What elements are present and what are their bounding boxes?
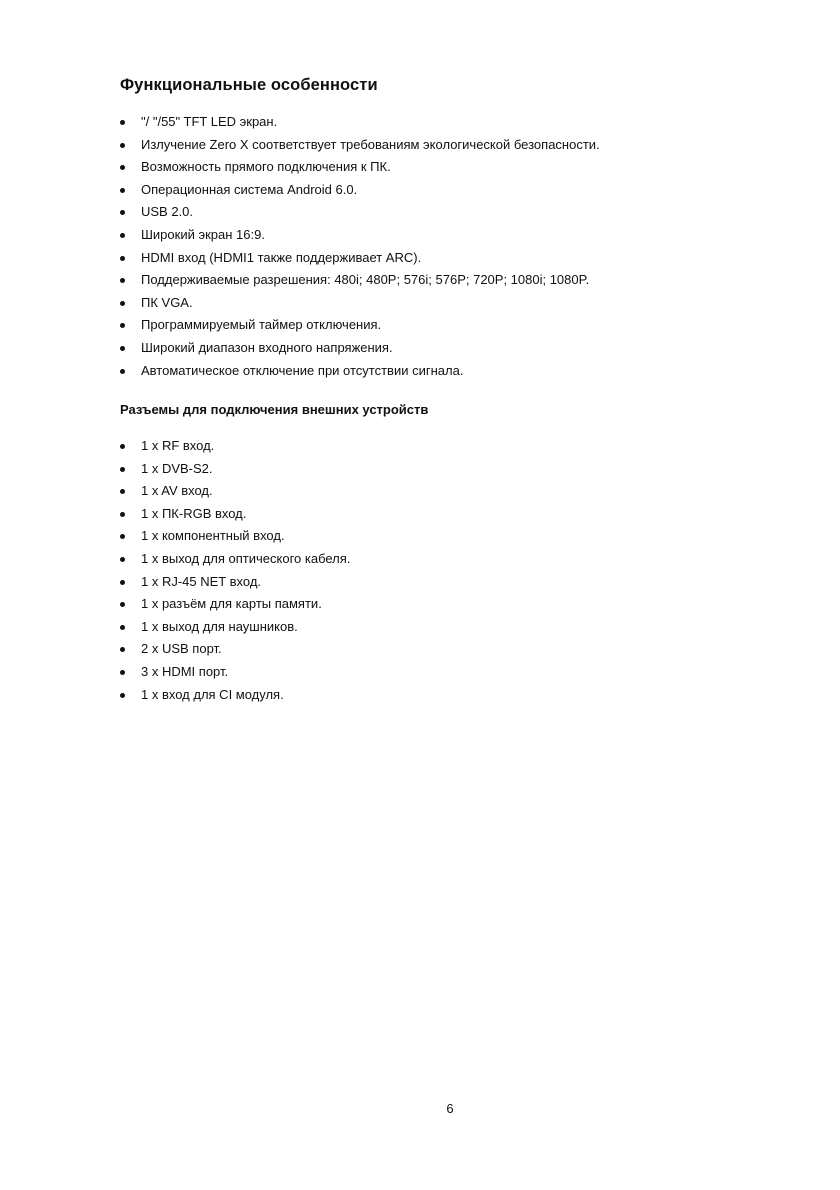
feature-item xyxy=(120,179,600,202)
connector-text: 1 x ПК-RGB вход. xyxy=(141,505,247,521)
bullet-icon xyxy=(120,512,125,517)
bullet-icon xyxy=(120,323,125,328)
feature-text: Автоматическое отключение при отсутствии сигнала. xyxy=(141,362,464,378)
bullet-icon xyxy=(120,120,125,125)
connector-item xyxy=(120,661,350,684)
connector-text: 1 x вход для CI модуля. xyxy=(141,686,284,702)
feature-text: USB 2.0. xyxy=(141,204,194,220)
connector-item xyxy=(120,638,350,661)
connector-text: 3 x HDMI порт. xyxy=(141,663,229,679)
bullet-icon xyxy=(120,444,125,449)
feature-text: HDMI вход (HDMI1 также поддерживает ARC). xyxy=(141,249,422,265)
section-heading-features: Функциональные особенности xyxy=(120,76,378,94)
bullet-icon xyxy=(120,165,125,170)
feature-text: Операционная система Android 6.0. xyxy=(141,181,358,197)
bullet-icon xyxy=(120,188,125,193)
connector-item xyxy=(120,616,350,639)
bullet-icon xyxy=(120,346,125,351)
bullet-icon xyxy=(120,534,125,539)
bullet-icon xyxy=(120,369,125,374)
feature-text: Широкий диапазон входного напряжения. xyxy=(141,339,393,355)
feature-text: Излучение Zero X соответствует требованиям экологической безопасности. xyxy=(141,136,600,152)
feature-text: Широкий экран 16:9. xyxy=(141,226,265,242)
bullet-icon xyxy=(120,301,125,306)
bullet-icon xyxy=(120,693,125,698)
bullet-icon xyxy=(120,625,125,630)
connector-text: 1 x компонентный вход. xyxy=(141,528,285,544)
bullet-icon xyxy=(120,602,125,607)
bullet-icon xyxy=(120,233,125,238)
bullet-icon xyxy=(120,467,125,472)
bullet-icon xyxy=(120,580,125,585)
connector-item xyxy=(120,548,350,571)
connector-text: 1 x AV вход. xyxy=(141,483,213,499)
feature-item xyxy=(120,156,600,179)
feature-item xyxy=(120,111,600,134)
bullet-icon xyxy=(120,210,125,215)
features-list xyxy=(120,111,600,382)
feature-text: Программируемый таймер отключения. xyxy=(141,317,382,333)
bullet-icon xyxy=(120,256,125,261)
feature-text: Возможность прямого подключения к ПК. xyxy=(141,159,391,175)
section-heading-connectors: Разъемы для подключения внешних устройств xyxy=(120,402,429,417)
feature-text: ПК VGA. xyxy=(141,294,193,310)
feature-item xyxy=(120,269,600,292)
bullet-icon xyxy=(120,557,125,562)
bullet-icon xyxy=(120,278,125,283)
connector-item xyxy=(120,684,350,707)
feature-text: "/ "/55" TFT LED экран. xyxy=(141,114,278,129)
feature-item xyxy=(120,360,600,383)
bullet-icon xyxy=(120,489,125,494)
connector-text: 2 x USB порт. xyxy=(141,641,222,657)
connector-item xyxy=(120,435,350,458)
connector-item xyxy=(120,525,350,548)
bullet-icon xyxy=(120,143,125,148)
connector-text: 1 x выход для оптического кабеля. xyxy=(141,550,351,566)
feature-item xyxy=(120,314,600,337)
feature-item xyxy=(120,201,600,224)
feature-item xyxy=(120,247,600,270)
connector-text: 1 x RF вход. xyxy=(141,438,215,453)
bullet-icon xyxy=(120,647,125,652)
connector-item xyxy=(120,503,350,526)
connector-item xyxy=(120,571,350,594)
page-number: 6 xyxy=(446,1101,454,1116)
feature-item xyxy=(120,224,600,247)
feature-item xyxy=(120,337,600,360)
connector-text: 1 x RJ-45 NET вход. xyxy=(141,573,262,589)
connector-text: 1 x выход для наушников. xyxy=(141,618,298,634)
feature-item xyxy=(120,292,600,315)
feature-text: Поддерживаемые разрешения: 480i; 480P; 576i; 576P; 720P; 1080i; 1080P. xyxy=(141,272,590,288)
connector-item xyxy=(120,480,350,503)
connector-text: 1 x разъём для карты памяти. xyxy=(141,596,322,612)
connectors-list xyxy=(120,435,350,706)
bullet-icon xyxy=(120,670,125,675)
feature-item xyxy=(120,134,600,157)
connector-item xyxy=(120,458,350,481)
connector-item xyxy=(120,593,350,616)
connector-text: 1 x DVB-S2. xyxy=(141,460,213,476)
